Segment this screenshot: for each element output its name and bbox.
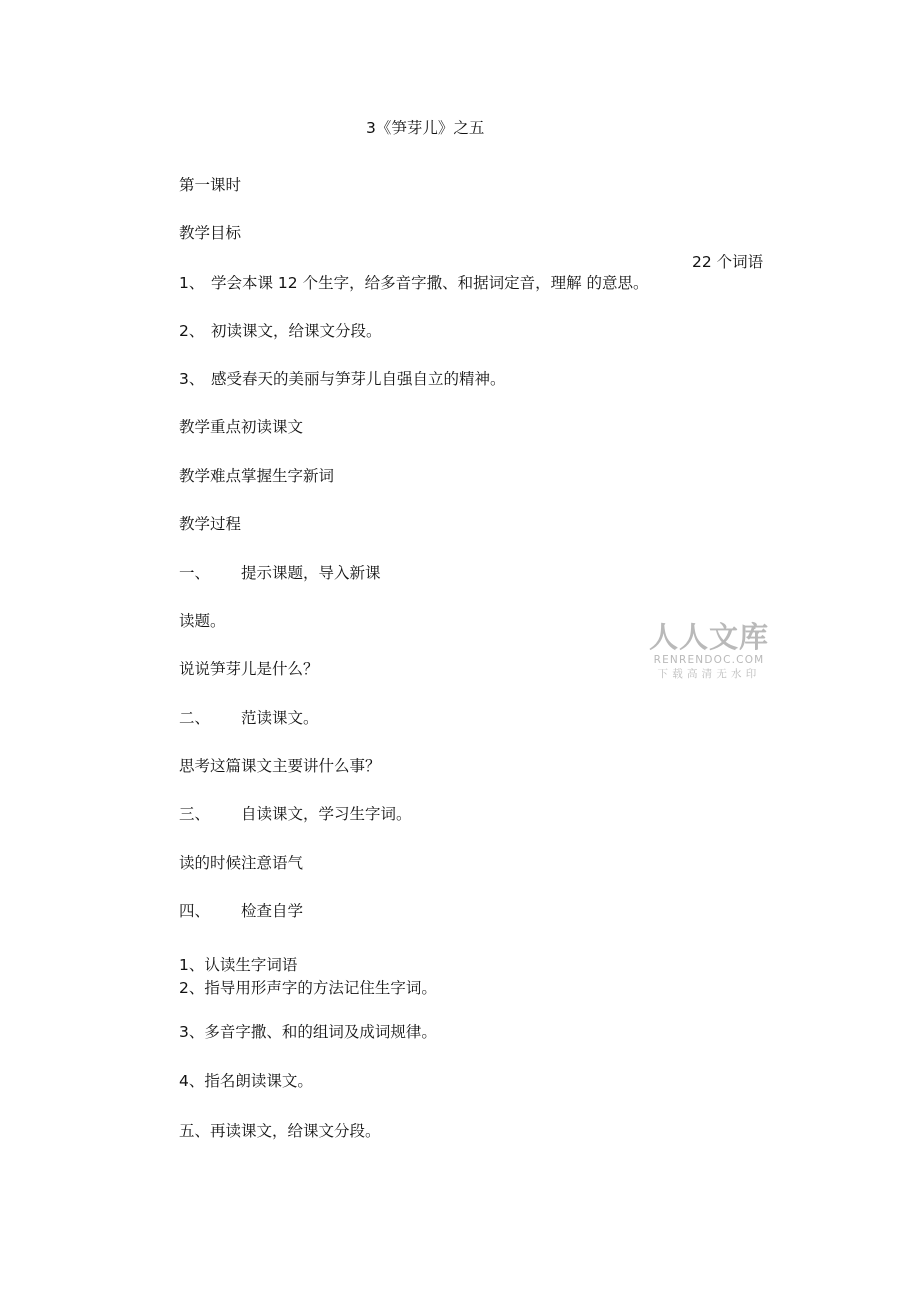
difficulty: 教学难点掌握生字新词 — [179, 467, 335, 485]
step-text: 提示课题，导入新课 — [241, 564, 381, 582]
step-1-detail-a: 读题。 — [179, 612, 226, 630]
watermark-title: 人人文库 — [648, 620, 769, 654]
goal-text: 初读课文，给课文分段。 — [211, 322, 382, 340]
watermark-subtitle: 下载高清无水印 — [657, 667, 761, 680]
step-2-detail: 思考这篇课文主要讲什么事？ — [179, 757, 381, 775]
step-2 — [179, 708, 319, 728]
goal-text: 感受春天的美丽与笋芽儿自强自立的精神。 — [211, 370, 506, 388]
step-text: 检查自学 — [241, 902, 304, 920]
step-1-detail-b: 说说笋芽儿是什么？ — [179, 660, 319, 678]
goals-heading: 教学目标 — [179, 224, 242, 242]
step-3-detail: 读的时候注意语气 — [179, 854, 304, 872]
step-number: 三、 — [179, 805, 211, 823]
goal-item-1 — [179, 273, 649, 293]
step-4-item-2: 2、指导用形声字的方法记住生字词。 — [179, 979, 437, 997]
goal-item-3 — [179, 369, 506, 389]
goal-number: 3、 — [179, 370, 205, 388]
step-4-item-3: 3、多音字撒、和的组词及成词规律。 — [179, 1023, 437, 1041]
step-text: 范读课文。 — [241, 709, 319, 727]
document-title: 3《笋芽儿》之五 — [366, 119, 485, 137]
goal-number: 1、 — [179, 274, 205, 292]
step-text: 自读课文，学习生字词。 — [241, 805, 412, 823]
step-4-item-4: 4、指名朗读课文。 — [179, 1072, 313, 1090]
step-number: 一、 — [179, 564, 211, 582]
step-number: 二、 — [179, 709, 211, 727]
step-1 — [179, 563, 381, 583]
watermark-url: RENRENDOC.COM — [653, 654, 765, 666]
step-4 — [179, 901, 303, 921]
lesson-label: 第一课时 — [179, 176, 242, 194]
goal-item-2 — [179, 321, 382, 341]
step-number: 四、 — [179, 902, 211, 920]
key-point: 教学重点初读课文 — [179, 418, 304, 436]
goal-text: 学会本课 12 个生字，给多音字撒、和据词定音，理解 的意思。 — [211, 274, 649, 292]
process-heading: 教学过程 — [179, 515, 242, 533]
step-4-item-1: 1、认读生字词语 — [179, 956, 298, 974]
watermark-logo — [646, 620, 772, 680]
goal-number: 2、 — [179, 322, 205, 340]
goal-1-note: 22 个词语 — [692, 253, 764, 271]
step-3 — [179, 804, 412, 824]
step-5: 五、再读课文，给课文分段。 — [179, 1122, 381, 1140]
